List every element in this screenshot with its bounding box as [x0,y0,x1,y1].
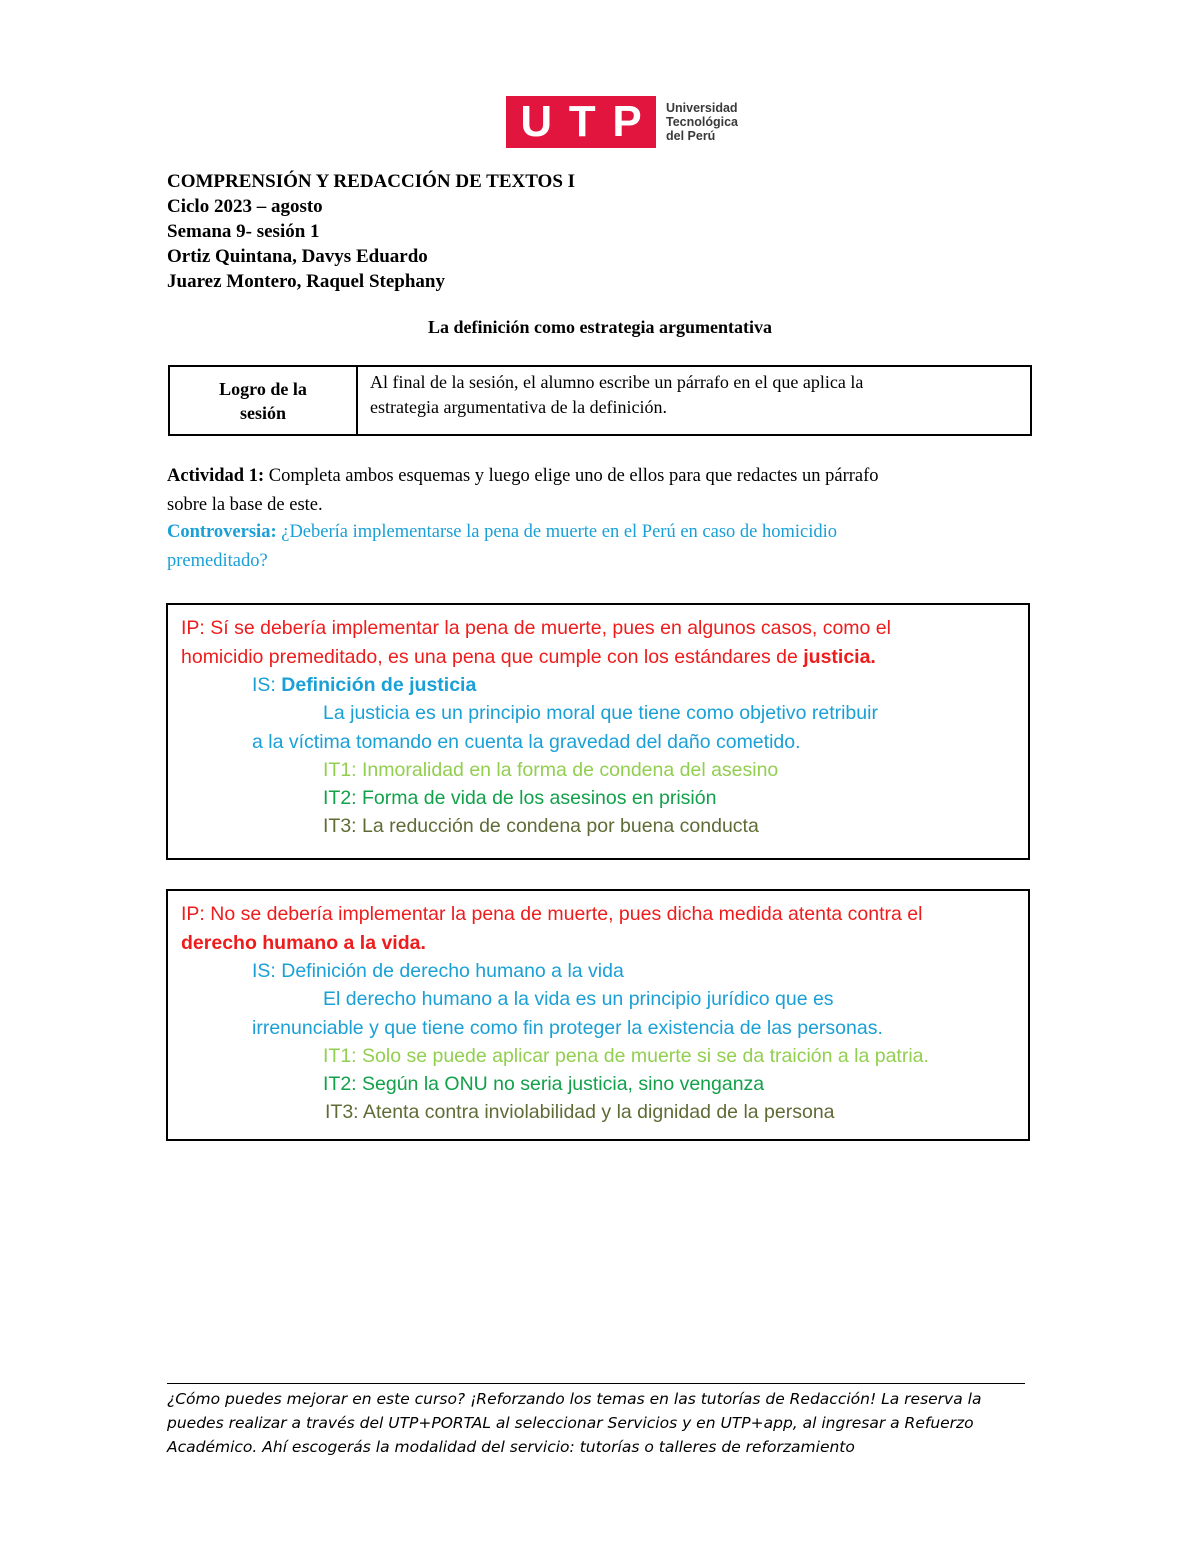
scheme1-is-line [252,671,476,700]
actividad-text-2: sobre la base de este. [167,495,323,515]
scheme-box-2 [166,889,1030,1141]
scheme2-ip-keyword: derecho humano a la vida. [181,932,426,954]
logo-letter-p: P [612,97,642,146]
scheme1-definition-line-1: La justicia es un principio moral que tiene como objetivo retribuir [323,702,878,724]
scheme2-definition-line-2: irrenunciable y que tiene como fin proteger la existencia de las personas. [252,1017,883,1039]
logro-label-line-2: sesión [239,402,286,423]
scheme2-it1: IT1: Solo se puede aplicar pena de muerte si se da traición a la patria. [323,1045,929,1067]
document-title: La definición como estrategia argumentativa [428,317,772,337]
scheme2-it2: IT2: Según la ONU no seria justicia, sino venganza [323,1073,765,1095]
logro-label-cell [169,366,357,435]
author-1: Ortiz Quintana, Davys Eduardo [167,246,428,267]
actividad-instructions [167,462,1017,520]
utp-logo [506,96,738,148]
logro-row [169,366,1031,435]
controversia-text-2: premeditado? [167,551,268,571]
scheme1-ip-line-1: IP: Sí se debería implementar la pena de muerte, pues en algunos casos, como el [181,617,891,639]
scheme1-ip-line-2 [181,643,876,672]
logro-table [168,365,1032,436]
scheme2-it3: IT3: Atenta contra inviolabilidad y la dignidad de la persona [325,1101,835,1123]
footer-note [167,1387,1027,1459]
utp-logo-wordmark [666,101,738,143]
scheme2-ip-line-1: IP: No se debería implementar la pena de muerte, pues dicha medida atenta contra el [181,903,923,925]
logro-text-cell [357,366,1031,435]
logro-text-line-1: Al final de la sesión, el alumno escribe un párrafo en el que aplica la [370,372,864,392]
scheme1-definition-line-2: a la víctima tomando en cuenta la gravedad del daño cometido. [252,731,801,753]
document-header [167,169,575,294]
scheme2-definition-line-1: El derecho humano a la vida es un principio jurídico que es [323,988,834,1010]
logro-label-line-1: Logro de la [219,378,307,399]
footer-line-2: puedes realizar a través del UTP+PORTAL al seleccionar Servicios y en UTP+app, al ingresar a Refuerzo [167,1414,974,1432]
scheme1-ip-text: homicidio premeditado, es una pena que cumple con los estándares de [181,646,804,668]
actividad-text-1: Completa ambos esquemas y luego elige uno de ellos para que redactes un párrafo [264,466,879,486]
scheme2-is-line: IS: Definición de derecho humano a la vida [252,960,624,982]
scheme1-it2: IT2: Forma de vida de los asesinos en prisión [323,787,717,809]
week-session: Semana 9- sesión 1 [167,221,320,242]
utp-logo-mark [506,96,656,148]
scheme1-it1: IT1: Inmoralidad en la forma de condena del asesino [323,759,779,781]
scheme1-is-prefix: IS: [252,674,282,696]
logo-letter-u: U [520,97,553,146]
cycle: Ciclo 2023 – agosto [167,196,323,217]
controversia-text-1: ¿Debería implementarse la pena de muerte en el Perú en caso de homicidio [276,522,838,542]
logo-letter-t: T [568,97,596,146]
scheme1-ip-keyword: justicia. [803,646,876,668]
scheme1-it3: IT3: La reducción de condena por buena conducta [323,815,759,837]
controversia [167,518,1017,576]
author-2: Juarez Montero, Raquel Stephany [167,271,445,292]
logo-line-2: Tecnológica [666,115,739,129]
actividad-label: Actividad 1: [167,466,265,486]
logro-text-line-2: estrategia argumentativa de la definición. [370,397,668,417]
logo-line-3: del Perú [666,129,716,143]
scheme1-is-title: Definición de justicia [281,674,477,696]
logo-line-1: Universidad [666,101,738,115]
footer-divider [167,1383,1025,1384]
footer-line-3: Académico. Ahí escogerás la modalidad del servicio: tutorías o talleres de reforzamiento [167,1438,855,1456]
controversia-label: Controversia: [167,522,277,542]
course-name: COMPRENSIÓN Y REDACCIÓN DE TEXTOS I [167,171,576,192]
footer-line-1: ¿Cómo puedes mejorar en este curso? ¡Reforzando los temas en las tutorías de Redacción! La reserva la [167,1390,982,1408]
scheme-box-1 [166,603,1030,860]
